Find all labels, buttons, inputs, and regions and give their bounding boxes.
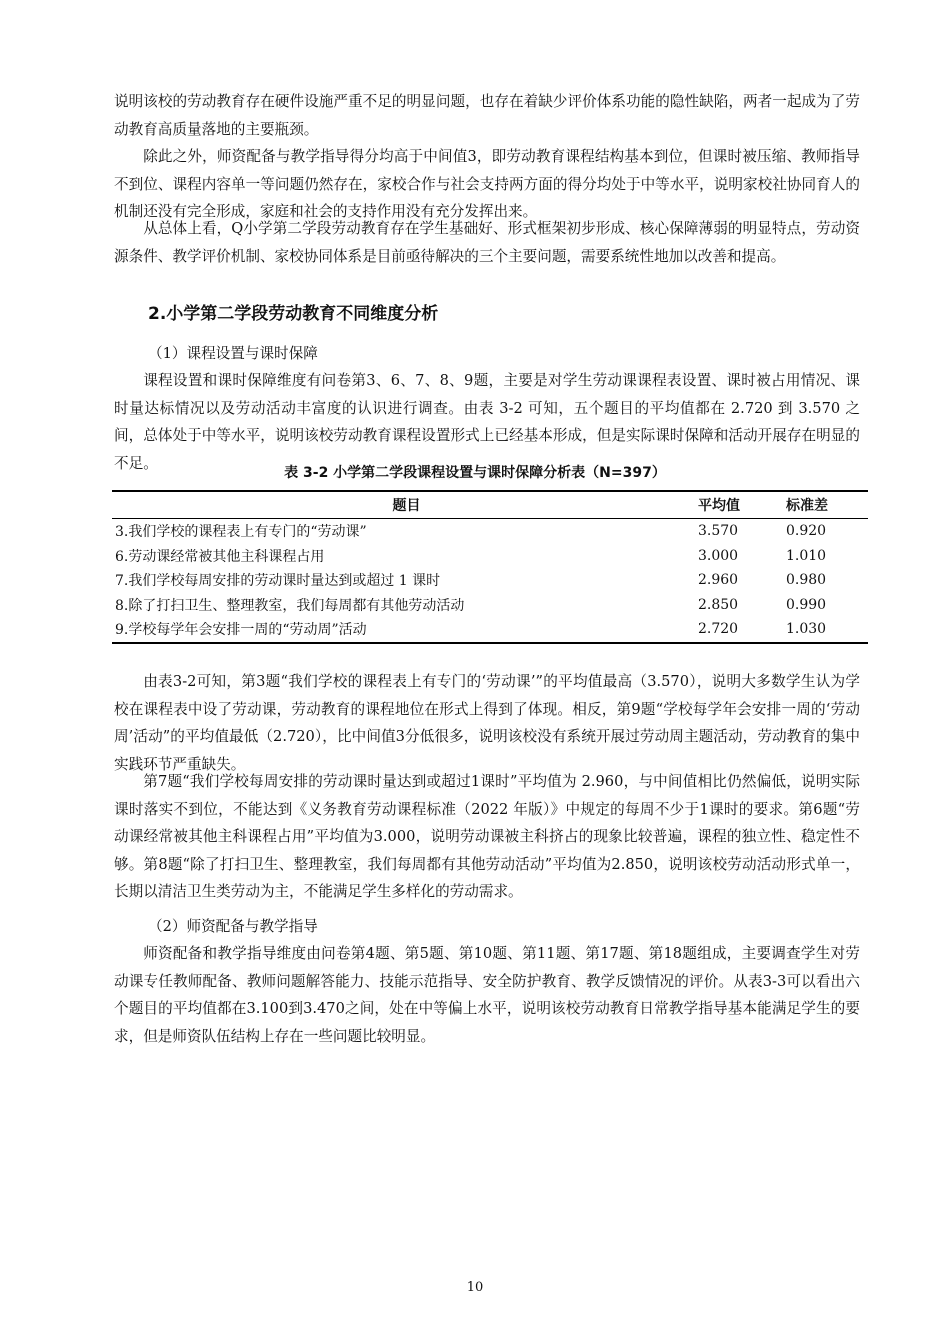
row-mean: 2.960: [698, 572, 739, 589]
row-sd: 1.030: [786, 617, 868, 643]
row-mean: 2.850: [698, 596, 739, 613]
paragraph-teacher-dimension: 师资配备和教学指导维度由问卷第4题、第5题、第10题、第11题、第17题、第18题组成，主要调查学生对劳动课专任教师配备、教师问题解答能力、技能示范指导、安全防护教育、教学反馈情况的评价。从表3-3可以看出六个题目的平均值都在3.100到3.470之间，处在中等偏上水平，说明该校劳动教育日常教学指导基本能满足学生的要求，但是师资队伍结构上存在一些问题比较明显。: [114, 945, 860, 1045]
table-header-row: [112, 491, 868, 519]
page-number: 10: [466, 1280, 484, 1295]
row-mean: 3.000: [698, 547, 739, 564]
paragraph-teacher-score: 除此之外，师资配备与教学指导得分均高于中间值3，即劳动教育课程结构基本到位，但课时被压缩、教师指导不到位、课程内容单一等问题仍然存在，家校合作与社会支持两方面的得分均处于中等水平，说明家校社协同育人的机制还没有完全形成，家庭和社会的支持作用没有充分发挥出来。: [114, 148, 860, 220]
row-sd: 0.990: [786, 596, 827, 613]
row-sd: 0.980: [786, 572, 827, 589]
row-sd: 0.920: [786, 523, 827, 540]
header-question: 题目: [112, 491, 698, 519]
row-question: 6.劳动课经常被其他主科课程占用: [115, 548, 325, 565]
paragraph-table-analysis: 由表3-2可知，第3题“我们学校的课程表上有专门的‘劳动课’”的平均值最高（3.570），说明大多数学生认为学校在课程表中设了劳动课，劳动教育的课程地位在形式上得到了体现。相反，第9题“学校每学年会安排一周的‘劳动周’活动”的平均值最低（2.720），比中间值3分低很多，说明该校没有系统开展过劳动周主题活动，劳动教育的集中实践环节严重缺失。: [114, 673, 860, 773]
analysis-table: [112, 490, 868, 644]
row-sd: 1.010: [786, 547, 827, 564]
section-heading: 2.小学第二学段劳动教育不同维度分析: [148, 304, 439, 324]
paragraph-question7: 第7题“我们学校每周安排的劳动课时量达到或超过1课时”平均值为 2.960，与中间值相比仍然偏低，说明实际课时落实不到位，不能达到《义务教育劳动课程标准（2022 年版）》中规定的每周不少于1课时的要求。第6题“劳动课经常被其他主科课程占用”平均值为3.000，说明劳动课被主科挤占的现象比较普遍，课程的独立性、稳定性不够。第8题“除了打扫卫生、整理教室，我们每周都有其他劳动活动”平均值为2.850，说明该校劳动活动形式单一，长期以清洁卫生类劳动为主，不能满足学生多样化的劳动需求。: [114, 773, 860, 900]
subheading-course-setting: （1）课程设置与课时保障: [148, 345, 318, 362]
table-row: [112, 593, 868, 618]
row-question: 3.我们学校的课程表上有专门的“劳动课”: [115, 524, 367, 541]
table-row: [112, 519, 868, 544]
header-sd: 标准差: [786, 491, 868, 519]
row-mean: 2.720: [698, 617, 786, 643]
row-question: 9.学校每学年会安排一周的“劳动周”活动: [112, 617, 698, 643]
paragraph-overall: 从总体上看，Q小学第二学段劳动教育存在学生基础好、形式框架初步形成、核心保障薄弱的明显特点，劳动资源条件、教学评价机制、家校协同体系是目前亟待解决的三个主要问题，需要系统性地加以改善和提高。: [114, 220, 860, 265]
subheading-teacher: （2）师资配备与教学指导: [148, 918, 318, 935]
table-caption: 表 3-2 小学第二学段课程设置与课时保障分析表（N=397）: [284, 465, 666, 481]
row-mean: 3.570: [698, 523, 739, 540]
paragraph-course-dimension: 课程设置和课时保障维度有问卷第3、6、7、8、9题，主要是对学生劳动课课程表设置、课时被占用情况、课时量达标情况以及劳动活动丰富度的认识进行调查。由表 3-2 可知，五个题目的平均值都在 2.720 到 3.570 之间，总体处于中等水平，说明该校劳动教育课程设置形式上已经基本形成，但是实际课时保障和活动开展存在明显的不足。: [114, 372, 860, 472]
table-row: [112, 617, 868, 643]
row-question: 8.除了打扫卫生、整理教室，我们每周都有其他劳动活动: [115, 597, 465, 614]
header-mean: 平均值: [698, 491, 786, 519]
paragraph-hardware-issue: 说明该校的劳动教育存在硬件设施严重不足的明显问题，也存在着缺少评价体系功能的隐性缺陷，两者一起成为了劳动教育高质量落地的主要瓶颈。: [114, 93, 860, 138]
table-row: [112, 544, 868, 569]
row-question: 7.我们学校每周安排的劳动课时量达到或超过 1 课时: [115, 573, 441, 590]
table-row: [112, 568, 868, 593]
